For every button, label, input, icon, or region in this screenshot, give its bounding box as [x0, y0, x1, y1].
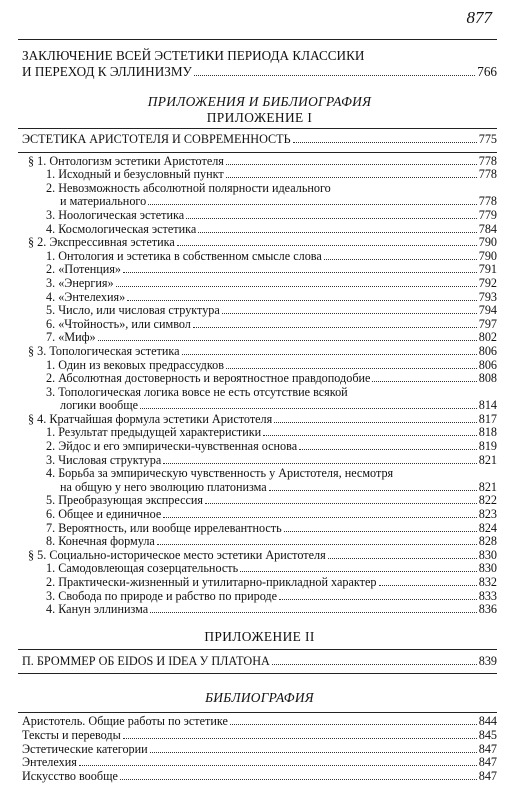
bibliography-entry: Эстетические категории 847 — [22, 741, 497, 756]
toc-subentry: 1. Один из вековых предрассудков 806 — [46, 357, 497, 372]
toc-subentry: 1. Результат предыдущей характеристики 818 — [46, 425, 497, 440]
conclusion-line-1: ЗАКЛЮЧЕНИЕ ВСЕЙ ЭСТЕТИКИ ПЕРИОДА КЛАССИКИ — [22, 48, 365, 63]
bibliography-entry: Тексты и переводы 845 — [22, 727, 497, 742]
toc-subentry: 7. «Миф» 802 — [46, 330, 497, 345]
toc-subentry: 1. Онтология и эстетика в собственном смысле слова 790 — [46, 248, 497, 263]
toc-subentry-text: 2. Невозможность абсолютной полярности идеального — [46, 180, 331, 195]
toc-subentry: 3. «Энергия» 792 — [46, 275, 497, 290]
bibliography-title: БИБЛИОГРАФИЯ — [205, 690, 314, 706]
toc-section: § 4. Кратчайшая формула эстетики Аристотеля 817 — [28, 411, 497, 426]
appendix-2-title: ПРИЛОЖЕНИЕ II — [204, 628, 315, 644]
toc-section: § 2. Экспрессивная эстетика 790 — [28, 235, 497, 250]
toc-subentry: 7. Вероятность, или вообще иррелевантность 824 — [46, 520, 497, 535]
header-rule — [18, 39, 497, 40]
toc-subentry: на общую у него эволюцию платонизма 821 — [60, 479, 497, 494]
toc-subentry: 2. Абсолютная достоверность и вероятностное правдоподобие 808 — [46, 371, 497, 386]
toc-entry-appendix-1: ЭСТЕТИКА АРИСТОТЕЛЯ И СОВРЕМЕННОСТЬ 775 — [22, 132, 497, 146]
toc-subentry: 5. Число, или числовая структура 794 — [46, 303, 497, 318]
toc-subentry: 4. Космологическая эстетика 784 — [46, 221, 497, 236]
divider — [18, 649, 497, 650]
toc-subentry-text: 3. Топологическая логика вовсе не есть отсутствие всякой — [46, 384, 348, 399]
bibliography-list — [22, 715, 497, 783]
toc-subentry: 2. Практически-жизненный и утилитарно-прикладной характер 832 — [46, 575, 497, 589]
toc-subentry: 5. Преобразующая экспрессия 822 — [46, 493, 497, 508]
toc-subentry: логики вообще 814 — [60, 398, 497, 413]
toc-section: § 5. Социально-историческое место эстетики Аристотеля 830 — [28, 547, 497, 562]
bibliography-entry: Искусство вообще 847 — [22, 768, 497, 783]
toc-subentry: 6. Общее и единичное 823 — [46, 507, 497, 522]
appendix-1-title: ПРИЛОЖЕНИЕ I — [206, 110, 313, 125]
divider — [18, 128, 497, 129]
toc-subentry: 2. «Потенция» 791 — [46, 262, 497, 277]
toc-subentry: 3. Ноологическая эстетика 779 — [46, 207, 497, 222]
divider — [18, 673, 497, 674]
toc-subentry: и материального 778 — [60, 194, 497, 209]
toc-subentry: 6. «Чтойность», или символ 797 — [46, 316, 497, 331]
toc-subentry: 1. Исходный и безусловный пункт 778 — [46, 167, 497, 182]
toc-subentry: 3. Числовая структура 821 — [46, 452, 497, 467]
divider — [18, 152, 497, 153]
toc-section: § 1. Онтологизм эстетики Аристотеля 778 — [28, 153, 497, 168]
divider — [18, 712, 497, 713]
toc-subentry: 1. Самодовлеющая созерцательность 830 — [46, 561, 497, 576]
toc-entry-conclusion: И ПЕРЕХОД К ЭЛЛИНИЗМУ 766 — [22, 63, 497, 79]
appendices-title: ПРИЛОЖЕНИЯ И БИБЛИОГРАФИЯ — [147, 94, 372, 109]
toc-section: § 3. Топологическая эстетика 806 — [28, 343, 497, 358]
toc-subentry: 8. Конечная формула 828 — [46, 534, 497, 549]
sections-list — [22, 155, 497, 617]
toc-subentry-text: 4. Борьба за эмпирическую чувственность у Аристотеля, несмотря — [46, 466, 394, 481]
toc-subentry: 3. Свобода по природе и рабство по природе 833 — [46, 588, 497, 603]
table-of-contents — [22, 44, 497, 783]
toc-subentry: 2. Эйдос и его эмпирически-чувственная основа 819 — [46, 439, 497, 454]
bibliography-entry: Энтелехия 847 — [22, 755, 497, 770]
toc-subentry: 4. «Энтелехия» 793 — [46, 289, 497, 304]
bibliography-entry: Аристотель. Общие работы по эстетике 844 — [22, 714, 497, 729]
toc-entry-appendix-2: П. БРОММЕР ОБ EIDOS И IDEA У ПЛАТОНА 839 — [22, 653, 497, 668]
toc-subentry: 4. Канун эллинизма 836 — [46, 602, 497, 617]
page-number: 877 — [466, 8, 492, 27]
